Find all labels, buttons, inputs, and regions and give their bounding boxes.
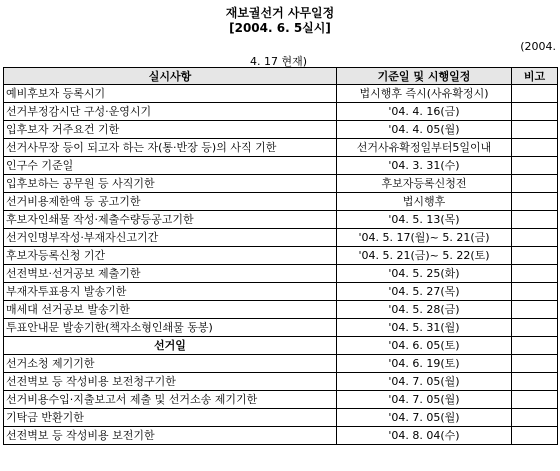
- row-note: [512, 103, 558, 121]
- row-note: [512, 211, 558, 229]
- table-row: [4, 337, 558, 355]
- row-task: 선거사무장 등이 되고자 하는 자(통·반장 등)의 사직 기한: [4, 139, 337, 157]
- row-date: '04. 5. 13(목): [337, 211, 512, 229]
- row-date: 법시행후 즉시(사유확정시): [337, 85, 512, 103]
- row-note: [512, 157, 558, 175]
- header-note: 비고: [512, 68, 558, 85]
- table-row: [4, 175, 558, 193]
- table-row: [4, 301, 558, 319]
- row-task: 선전벽보·선거공보 제출기한: [4, 265, 337, 283]
- row-task: 선거부정감시단 구성·운영시기: [4, 103, 337, 121]
- row-date: '04. 5. 21(금)~ 5. 22(토): [337, 247, 512, 265]
- table-header-row: [4, 68, 558, 85]
- table-row: [4, 427, 558, 445]
- header-task: 실시사항: [4, 68, 337, 85]
- table-row: [4, 391, 558, 409]
- table-row: [4, 373, 558, 391]
- row-note: [512, 85, 558, 103]
- row-date: '04. 7. 05(월): [337, 409, 512, 427]
- row-date: '04. 5. 25(화): [337, 265, 512, 283]
- row-task: 투표안내문 발송기한(책자소형인쇄물 동봉): [4, 319, 337, 337]
- row-note: [512, 409, 558, 427]
- table-row: [4, 355, 558, 373]
- row-date: 선거사유확정일부터5일이내: [337, 139, 512, 157]
- table-row: [4, 157, 558, 175]
- row-note: [512, 229, 558, 247]
- row-date: '04. 3. 31(수): [337, 157, 512, 175]
- row-note: [512, 265, 558, 283]
- as-of-date-part2: 4. 17 현재): [250, 55, 308, 68]
- as-of-date-part1: (2004.: [520, 40, 556, 53]
- row-task: 후보자인쇄물 작성·제출수량등공고기한: [4, 211, 337, 229]
- row-task: 예비후보자 등록시기: [4, 85, 337, 103]
- schedule-table: [3, 67, 558, 445]
- row-task: 선거비용제한액 등 공고기한: [4, 193, 337, 211]
- row-date: '04. 7. 05(월): [337, 391, 512, 409]
- table-row: [4, 319, 558, 337]
- row-note: [512, 247, 558, 265]
- table-row: [4, 247, 558, 265]
- row-task: 선거인명부작성·부재자신고기간: [4, 229, 337, 247]
- row-note: [512, 121, 558, 139]
- row-date: '04. 5. 31(월): [337, 319, 512, 337]
- row-date: 후보자등록신청전: [337, 175, 512, 193]
- table-row: [4, 211, 558, 229]
- row-date: 법시행후: [337, 193, 512, 211]
- row-note: [512, 283, 558, 301]
- table-row: [4, 193, 558, 211]
- row-date: '04. 6. 05(토): [337, 337, 512, 355]
- row-task: 부재자투표용지 발송기한: [4, 283, 337, 301]
- row-note: [512, 355, 558, 373]
- row-date: '04. 4. 16(금): [337, 103, 512, 121]
- row-task: 선전벽보 등 작성비용 보전청구기한: [4, 373, 337, 391]
- row-task: 기탁금 반환기한: [4, 409, 337, 427]
- row-task: 입후보자 거주요건 기한: [4, 121, 337, 139]
- table-row: [4, 139, 558, 157]
- row-note: [512, 193, 558, 211]
- row-task: 선거소청 제기기한: [4, 355, 337, 373]
- table-row: [4, 121, 558, 139]
- table-row: [4, 103, 558, 121]
- row-note: [512, 175, 558, 193]
- row-date: '04. 5. 28(금): [337, 301, 512, 319]
- row-note: [512, 301, 558, 319]
- row-date: '04. 7. 05(월): [337, 373, 512, 391]
- row-note: [512, 391, 558, 409]
- table-body: [4, 85, 558, 445]
- row-task: 후보자등록신청 기간: [4, 247, 337, 265]
- row-note: [512, 319, 558, 337]
- row-note: [512, 337, 558, 355]
- row-note: [512, 373, 558, 391]
- row-task: 선거일: [4, 337, 337, 355]
- row-date: '04. 6. 19(토): [337, 355, 512, 373]
- title-line-2: [2004. 6. 5실시]: [229, 21, 331, 35]
- table-row: [4, 85, 558, 103]
- row-date: '04. 8. 04(수): [337, 427, 512, 445]
- row-note: [512, 139, 558, 157]
- row-note: [512, 427, 558, 445]
- table-row: [4, 283, 558, 301]
- row-task: 매세대 선거공보 발송기한: [4, 301, 337, 319]
- row-task: 선전벽보 등 작성비용 보전기한: [4, 427, 337, 445]
- table-row: [4, 409, 558, 427]
- row-date: '04. 5. 27(목): [337, 283, 512, 301]
- row-date: '04. 4. 05(월): [337, 121, 512, 139]
- header-date: 기준일 및 시행일정: [337, 68, 512, 85]
- title-line-1: 재보궐선거 사무일정: [225, 6, 335, 20]
- table-row: [4, 265, 558, 283]
- page-title: [0, 6, 560, 36]
- table-row: [4, 229, 558, 247]
- row-date: '04. 5. 17(월)~ 5. 21(금): [337, 229, 512, 247]
- row-task: 선거비용수입·지출보고서 제출 및 선거소송 제기기한: [4, 391, 337, 409]
- row-task: 인구수 기준일: [4, 157, 337, 175]
- row-task: 입후보하는 공무원 등 사직기한: [4, 175, 337, 193]
